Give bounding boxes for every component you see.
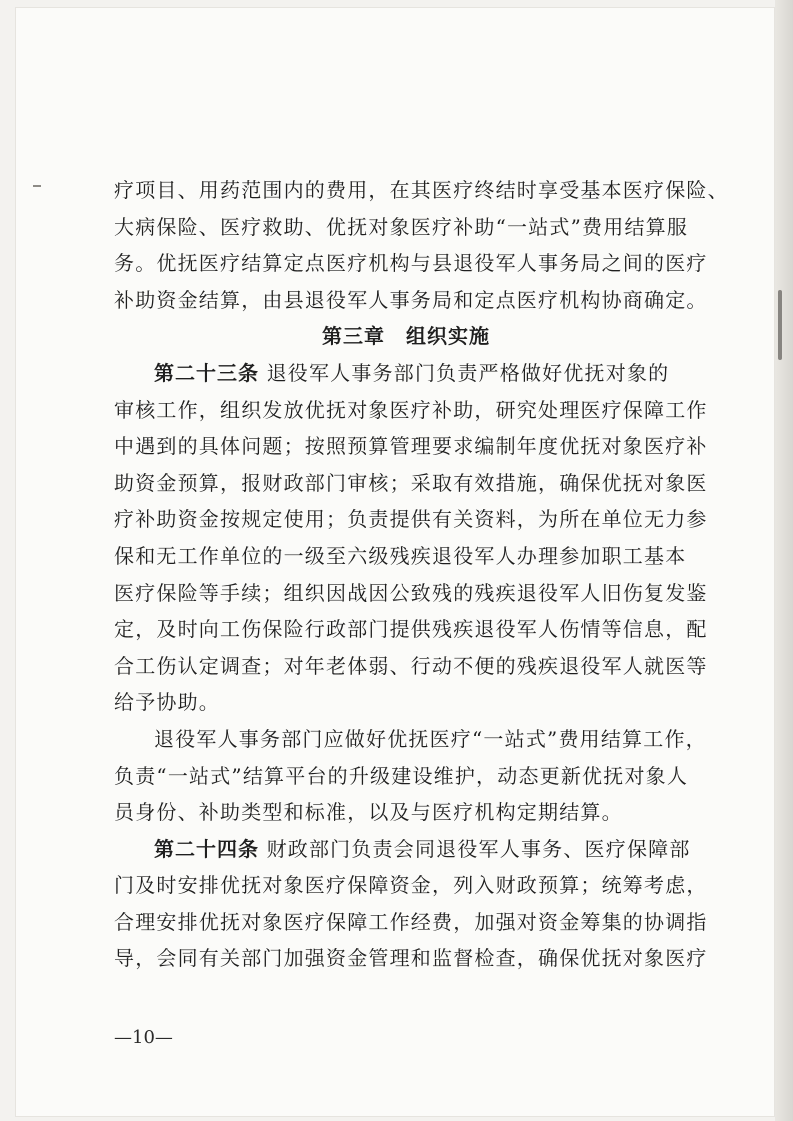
article-24-title: 第二十四条 xyxy=(154,836,259,861)
article-23-title: 第二十三条 xyxy=(154,360,259,385)
article-23-line-7: 定，及时向工伤保险行政部门提供残疾退役军人伤情等信息，配 xyxy=(114,617,708,642)
body-line-2: 大病保险、医疗救助、优抚对象医疗补助“一站式”费用结算服 xyxy=(114,214,689,239)
document-body xyxy=(114,172,729,977)
article-24-line-2: 合理安排优抚对象医疗保障工作经费，加强对资金筹集的协调指 xyxy=(114,909,708,934)
article-24-first-line xyxy=(114,831,698,868)
article-23-paragraph-2-line-1: 负责“一站式”结算平台的升级建设维护，动态更新优抚对象人 xyxy=(114,763,689,788)
article-23-line-9: 给予协助。 xyxy=(114,690,220,715)
article-23-line-3: 助资金预算，报财政部门审核；采取有效措施，确保优抚对象医 xyxy=(114,470,708,495)
article-23-line-2: 中遇到的具体问题；按照预算管理要求编制年度优抚对象医疗补 xyxy=(114,434,708,459)
article-24-line-3: 导，会同有关部门加强资金管理和监督检查，确保优抚对象医疗 xyxy=(114,946,708,971)
article-23-line-6: 医疗保险等手续；组织因战因公致残的残疾退役军人旧伤复发鉴 xyxy=(114,580,708,605)
scan-speck xyxy=(33,185,41,187)
article-23-line-8: 合工伤认定调查；对年老体弱、行动不便的残疾退役军人就医等 xyxy=(114,653,708,678)
article-24-first-line-text: 财政部门负责会同退役军人事务、医疗保障部 xyxy=(266,836,691,861)
article-23-first-line-text: 退役军人事务部门负责严格做好优抚对象的 xyxy=(266,360,670,385)
scan-edge-mark xyxy=(778,290,782,360)
body-line-4: 补助资金结算，由县退役军人事务局和定点医疗机构协商确定。 xyxy=(114,287,708,312)
article-23-first-line xyxy=(114,355,698,392)
body-line-1: 疗项目、用药范围内的费用，在其医疗终结时享受基本医疗保险、 xyxy=(114,178,729,202)
article-23-paragraph-2-first-line: 退役军人事务部门应做好优抚医疗“一站式”费用结算工作， xyxy=(154,726,707,751)
scan-right-edge xyxy=(775,0,793,1121)
article-23-line-1: 审核工作，组织发放优抚对象医疗补助，研究处理医疗保障工作 xyxy=(114,397,708,422)
article-24-line-1: 门及时安排优抚对象医疗保障资金，列入财政预算；统筹考虑， xyxy=(114,873,708,898)
article-23-line-4: 疗补助资金按规定使用；负责提供有关资料，为所在单位无力参 xyxy=(114,507,708,532)
chapter-title: 第三章 组织实施 xyxy=(322,324,490,349)
article-23-line-5: 保和无工作单位的一级至六级残疾退役军人办理参加职工基本 xyxy=(114,543,687,568)
page-number: —10— xyxy=(114,1027,173,1048)
body-line-3: 务。优抚医疗结算定点医疗机构与县退役军人事务局之间的医疗 xyxy=(114,251,708,276)
article-23-paragraph-2-line-2: 员身份、补助类型和标准，以及与医疗机构定期结算。 xyxy=(114,800,623,825)
